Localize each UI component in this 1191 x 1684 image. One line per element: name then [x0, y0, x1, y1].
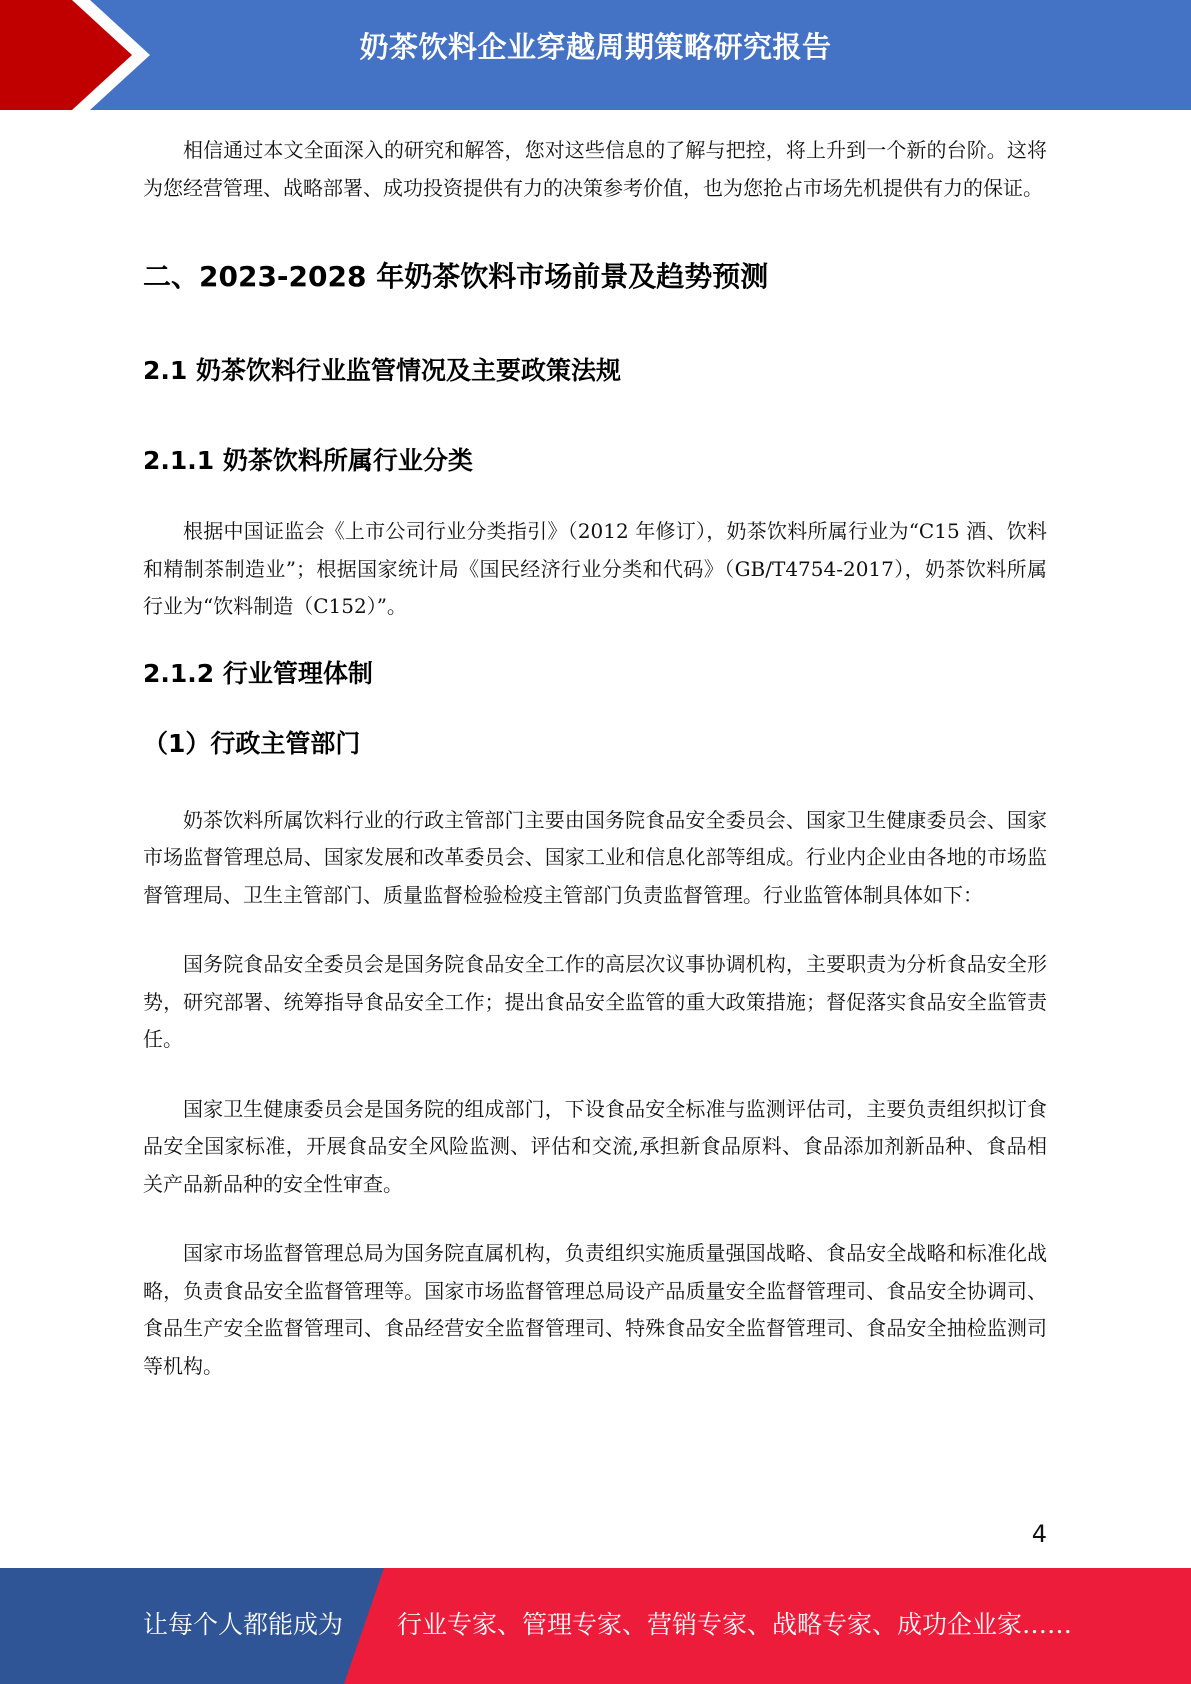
food-safety-committee-paragraph: 国务院食品安全委员会是国务院食品安全工作的高层次议事协调机构，主要职责为分析食品安全形势，研究部署、统筹指导食品安全工作；提出食品安全监管的重大政策措施；督促落实食品安全监管责任。: [143, 952, 1047, 1051]
classification-paragraph: 根据中国证监会《上市公司行业分类指引》（2012 年修订），奶茶饮料所属行业为“C15 酒、饮料和精制茶制造业”；根据国家统计局《国民经济行业分类和代码》（GB/T4754-2017），奶茶饮料所属行业为“饮料制造（C152）”。: [143, 519, 1047, 618]
footer-slogan-right: 行业专家、管理专家、营销专家、战略专家、成功企业家……: [397, 1610, 1073, 1639]
market-regulation-paragraph: 国家市场监督管理总局为国务院直属机构，负责组织实施质量强国战略、食品安全战略和标准化战略，负责食品安全监督管理等。国家市场监督管理总局设产品质量安全监督管理司、食品安全协调司、食品生产安全监督管理司、食品经营安全监督管理司、特殊食品安全监督管理司、食品安全抽检监测司等机构。: [143, 1241, 1047, 1378]
report-title: 奶茶饮料企业穿越周期策略研究报告: [359, 30, 832, 64]
sub-subsection-heading-management: 2.1.2 行业管理体制: [143, 658, 373, 688]
page-footer: [0, 1568, 1191, 1684]
section-heading: 二、2023-2028 年奶茶饮料市场前景及趋势预测: [143, 260, 769, 293]
sub-subsection-heading-classification: 2.1.1 奶茶饮料所属行业分类: [143, 446, 473, 475]
health-commission-paragraph: 国家卫生健康委员会是国务院的组成部门，下设食品安全标准与监测评估司，主要负责组织拟订食品安全国家标准，开展食品安全风险监测、评估和交流,承担新食品原料、食品添加剂新品种、食品相关产品新品种的安全性审查。: [143, 1096, 1047, 1196]
page-number: 4: [1031, 1520, 1047, 1548]
item-heading-authorities: （1）行政主管部门: [143, 728, 361, 758]
document-body: [143, 132, 1047, 1385]
page-header: [0, 0, 1191, 110]
authorities-paragraph: 奶茶饮料所属饮料行业的行政主管部门主要由国务院食品安全委员会、国家卫生健康委员会、国家市场监督管理总局、国家发展和改革委员会、国家工业和信息化部等组成。行业内企业由各地的市场监督管理局、卫生主管部门、质量监督检验检疫主管部门负责监督管理。行业监管体制具体如下：: [143, 807, 1047, 907]
subsection-heading: 2.1 奶茶饮料行业监管情况及主要政策法规: [143, 356, 621, 385]
intro-paragraph: 相信通过本文全面深入的研究和解答，您对这些信息的了解与把控，将上升到一个新的台阶。这将为您经营管理、战略部署、成功投资提供有力的决策参考价值，也为您抢占市场先机提供有力的保证。: [143, 138, 1047, 200]
footer-slogan-left: 让每个人都能成为: [143, 1610, 344, 1639]
